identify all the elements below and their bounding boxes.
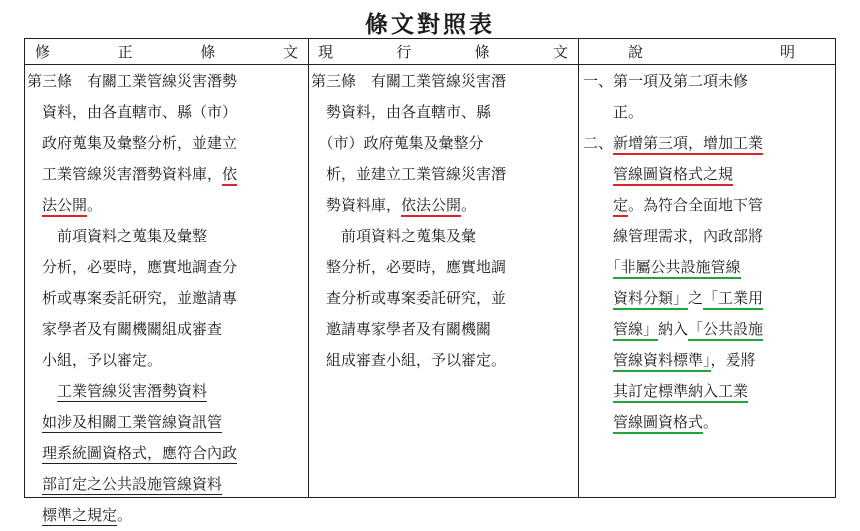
text-line: 政府蒐集及彙整分析，並建立 — [27, 134, 238, 152]
text-line — [27, 438, 307, 469]
text-line: 分析，必要時，應實地調查分 — [27, 258, 238, 276]
header-char: 行 — [396, 43, 412, 61]
text-line — [27, 407, 307, 438]
column-divider — [578, 39, 579, 497]
text-line — [583, 376, 835, 407]
header-char: 明 — [779, 43, 795, 61]
text-line: 勢資料庫，依法公開。 — [311, 190, 577, 221]
text-line: 第三條 有關工業管線災害潛 — [311, 72, 507, 90]
explanation-text — [583, 66, 835, 438]
underlined-text: 標準之規定 — [42, 506, 118, 524]
header-char: 條 — [474, 43, 490, 61]
red-underline-text: 依法公開 — [401, 196, 461, 217]
text-line — [583, 159, 835, 190]
text-line: 正。 — [583, 103, 644, 121]
text-line: 一、第一項及第二項未修 — [583, 72, 749, 90]
text-line: 組成審查小組，予以審定。 — [311, 351, 507, 369]
green-underline-text: 「工業用 — [703, 289, 763, 310]
underlined-text: 理系統圖資格式，應符合內政 — [42, 444, 238, 462]
green-underline-text: 「非屬公共設施管線 — [613, 258, 741, 279]
text-line: 前項資料之蒐集及彙 — [311, 227, 477, 245]
green-underline-text: 其訂定標準納入工業 — [613, 382, 748, 403]
green-underline-text: 資料分類」 — [613, 289, 688, 310]
header-amended-article — [25, 39, 308, 64]
text-line: 二、新增第三項，增加工業 — [583, 128, 835, 159]
text-line — [583, 252, 835, 283]
text-line — [27, 469, 307, 500]
text-line: 資料，由各直轄市、縣（市） — [27, 103, 238, 121]
text-line: 邀請專家學者及有關機關 — [311, 320, 492, 338]
text-line: （市）政府蒐集及彙整分 — [311, 134, 484, 152]
text-line: 工業管線災害潛勢資料庫，依 — [27, 159, 307, 190]
header-char: 文 — [552, 43, 568, 61]
header-char: 條 — [200, 43, 216, 61]
current-article-text — [311, 66, 577, 376]
header-char: 現 — [318, 43, 334, 61]
header-explanation — [578, 39, 835, 64]
underlined-text: 工業管線災害潛勢資料 — [57, 382, 208, 400]
text-line: 小組，予以審定。 — [27, 351, 163, 369]
text-line: 法公開。 — [27, 190, 307, 221]
green-underline-text: 管線」 — [613, 320, 658, 341]
red-underline-text: 管線圖資格式之規 — [613, 165, 733, 186]
header-char: 正 — [117, 43, 133, 61]
page-title: 條文對照表 — [365, 11, 495, 38]
text-line: 定。為符合全面地下管 — [583, 190, 835, 221]
column-divider — [308, 39, 309, 497]
green-underline-text: 「公共設施 — [688, 320, 763, 341]
text-line: 線管理需求，內政部將 — [583, 227, 764, 245]
text-line: 勢資料，由各直轄市、縣 — [311, 103, 492, 121]
header-char: 說 — [628, 43, 644, 61]
amended-article-text — [27, 66, 307, 531]
text-line — [27, 376, 307, 407]
text-line: 管線圖資格式。 — [583, 407, 835, 438]
comparison-table — [24, 38, 836, 524]
text-line: 析，並建立工業管線災害潛 — [311, 165, 507, 183]
underlined-text: 如涉及相關工業管線資訊管 — [42, 413, 223, 431]
text-line: 整分析，必要時，應實地調 — [311, 258, 507, 276]
green-underline-text: 管線圖資格式 — [613, 413, 703, 434]
text-line: 管線」納入「公共設施 — [583, 314, 835, 345]
text-line: 標準之規定。 — [42, 506, 133, 524]
text-line: 前項資料之蒐集及彙整 — [27, 227, 208, 245]
red-underline-text: 依 — [222, 165, 237, 186]
text-line: 析或專案委託研究，並邀請專 — [27, 289, 238, 307]
header-char: 文 — [282, 43, 298, 61]
underlined-text: 部訂定之公共設施管線資料 — [42, 475, 223, 493]
red-underline-text: 新增第三項，增加工業 — [613, 134, 763, 155]
text-line: 管線資料標準」，爰將 — [583, 345, 835, 376]
red-underline-text: 法公開 — [42, 196, 87, 217]
text-line: 查分析或專案委託研究，並 — [311, 289, 507, 307]
header-divider — [25, 64, 835, 65]
text-line: 資料分類」之「工業用 — [583, 283, 835, 314]
text-line: 家學者及有關機關組成審查 — [27, 320, 223, 338]
red-underline-text: 定 — [613, 196, 628, 217]
header-current-article — [308, 39, 578, 64]
green-underline-text: 管線資料標準」 — [613, 351, 711, 372]
header-char: 修 — [35, 43, 51, 61]
text-line: 第三條 有關工業管線災害潛勢 — [27, 72, 238, 90]
